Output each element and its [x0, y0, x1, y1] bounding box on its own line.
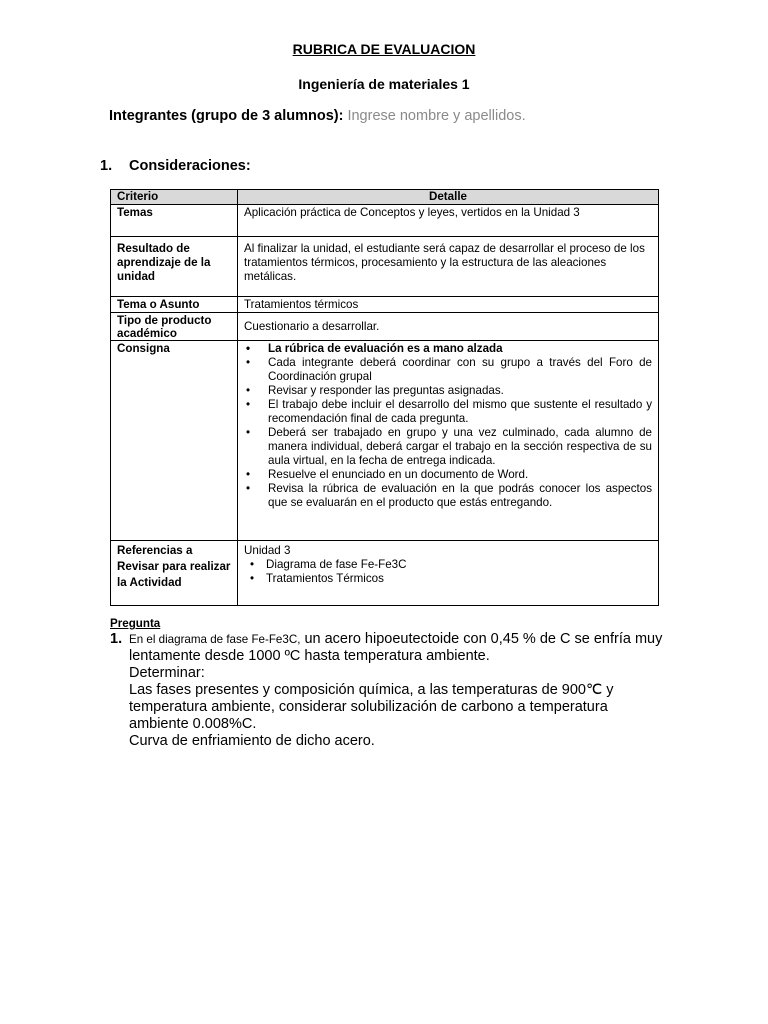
question-determinar: Determinar:	[129, 665, 205, 681]
question-heading: Pregunta	[110, 617, 161, 630]
list-item: • Diagrama de fase Fe-Fe3C	[244, 558, 652, 572]
row-value-tema-asunto: Tratamientos térmicos	[238, 297, 659, 313]
document-subtitle: Ingeniería de materiales 1	[298, 76, 470, 92]
list-item: • Resuelve el enunciado en un documento de Word.	[244, 468, 652, 482]
list-item: • Tratamientos Térmicos	[244, 572, 652, 586]
section-heading	[100, 158, 251, 174]
row-value-temas: Aplicación práctica de Conceptos y leyes, vertidos en la Unidad 3	[238, 205, 659, 237]
question-intro-rest: un acero hipoeutectoide con 0,45 % de C se enfría muy lentamente desde 1000 ºC hasta temperatura ambiente.	[129, 631, 663, 664]
row-value-resultado: Al finalizar la unidad, el estudiante será capaz de desarrollar el proceso de los tratamientos térmicos, procesamiento y la estructura de las aleaciones metálicas.	[238, 237, 659, 297]
question-block	[110, 631, 670, 750]
rubric-table	[110, 189, 659, 606]
question-curva: Curva de enfriamiento de dicho acero.	[129, 733, 375, 749]
row-value-tipo: Cuestionario a desarrollar.	[238, 313, 659, 341]
list-item: • La rúbrica de evaluación es a mano alzada	[244, 342, 652, 356]
list-item: • Revisar y responder las preguntas asignadas.	[244, 384, 652, 398]
members-input[interactable]: Ingrese nombre y apellidos.	[347, 108, 526, 124]
table-row	[111, 313, 659, 341]
members-line	[109, 108, 526, 124]
question-intro	[129, 631, 670, 665]
section-number: 1.	[100, 158, 113, 174]
row-key-resultado: Resultado de aprendizaje de la unidad	[111, 237, 238, 297]
question-number: 1.	[110, 631, 123, 647]
list-item: • Revisa la rúbrica de evaluación en la que podrás conocer los aspectos que se evaluarán en el producto que estás entregando.	[244, 482, 652, 510]
consigna-list	[244, 342, 652, 510]
question-intro-small: En el diagrama de fase Fe-Fe3C,	[129, 633, 301, 646]
table-row	[111, 541, 659, 606]
question-fases: Las fases presentes y composición química, a las temperaturas de 900℃ y temperatura ambiente, considerar solubilización de carbono a temperatura ambiente 0.008%C.	[129, 682, 614, 732]
question-body	[129, 631, 670, 750]
reference-unit: Unidad 3	[244, 544, 291, 557]
row-key-tipo: Tipo de producto académico	[111, 313, 238, 341]
document-title: RUBRICA DE EVALUACION	[292, 41, 476, 57]
column-header-detalle: Detalle	[238, 190, 659, 205]
table-header-row	[111, 190, 659, 205]
row-key-temas: Temas	[111, 205, 238, 237]
reference-list	[244, 558, 652, 586]
row-value-referencias	[238, 541, 659, 606]
list-item: • Cada integrante deberá coordinar con su grupo a través del Foro de Coordinación grupal	[244, 356, 652, 384]
table-row	[111, 237, 659, 297]
list-item: • Deberá ser trabajado en grupo y una vez culminado, cada alumno de manera individual, deberá cargar el trabajo en la sección respectiva de su aula virtual, en la fecha de entrega indicada.	[244, 426, 652, 468]
row-key-tema-asunto: Tema o Asunto	[111, 297, 238, 313]
column-header-criterio: Criterio	[111, 190, 238, 205]
list-item: • El trabajo debe incluir el desarrollo del mismo que sustente el resultado y recomendación final de cada pregunta.	[244, 398, 652, 426]
row-key-referencias: Referencias a Revisar para realizar la Actividad	[111, 541, 238, 606]
table-row	[111, 297, 659, 313]
section-title: Consideraciones:	[129, 158, 251, 174]
members-label: Integrantes (grupo de 3 alumnos):	[109, 108, 344, 124]
row-value-consigna	[238, 341, 659, 541]
table-row	[111, 205, 659, 237]
row-key-consigna: Consigna	[111, 341, 238, 541]
table-row	[111, 341, 659, 541]
